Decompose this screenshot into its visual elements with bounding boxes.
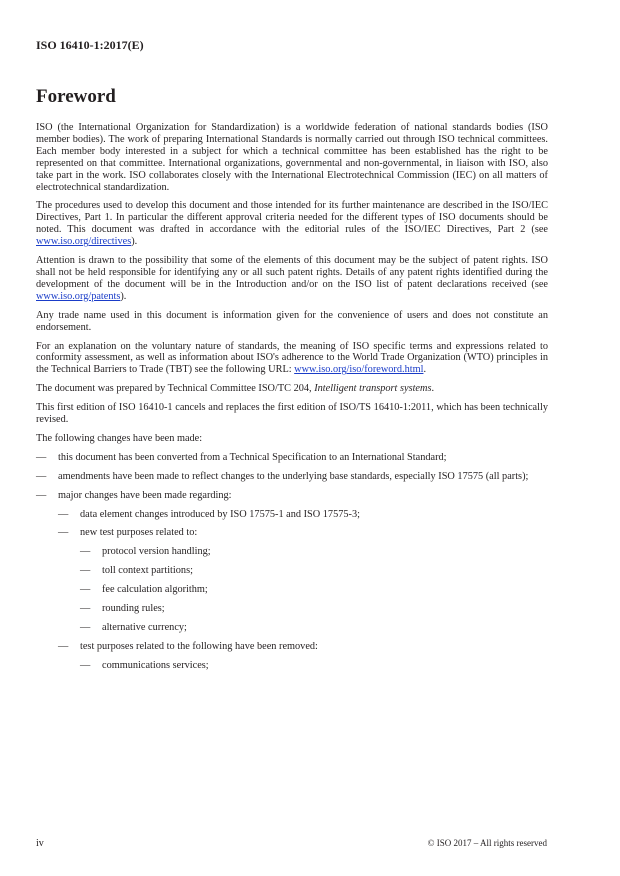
paragraph-iso-intro: ISO (the International Organization for Standardization) is a worldwide federation of national standards bodies (ISO member bodies). The work of preparing International Standards is normally carried out through ISO technical committees. Each member body interested in a subject for which a technical committee has been established has the right to be represented on that committee. International organizations, governmental and non-governmental, in liaison with ISO, also take part in the work. ISO collaborates closely with the International Electrotechnical Commission (IEC) on all matters of electrotechnical standardization. (36, 122, 548, 193)
list-item (36, 471, 548, 483)
list-text: test purposes related to the following have been removed: (80, 640, 318, 652)
dash: — (58, 640, 69, 652)
list-item (36, 509, 548, 521)
list-item (36, 565, 548, 577)
list-text: rounding rules; (102, 603, 165, 615)
list-text: communications services; (102, 659, 209, 671)
dash: — (80, 584, 91, 596)
list-text: alternative currency; (102, 622, 187, 633)
text: . (431, 383, 435, 395)
dash: — (80, 546, 91, 558)
list-item (36, 660, 548, 672)
page-title: Foreword (36, 86, 116, 107)
dash: — (36, 470, 47, 482)
paragraph-trade-name: Any trade name used in this document is information given for the convenience of users and does not constitute an endorsement. (36, 309, 548, 333)
list-item (36, 641, 548, 653)
list-text: protocol version handling; (102, 546, 211, 558)
list-item (36, 622, 548, 634)
dash: — (36, 451, 47, 463)
list-text: this document has been converted from a Technical Specification to an International Standard; (58, 451, 447, 463)
copyright-notice: © ISO 2017 – All rights reserved (427, 838, 547, 848)
patents-link[interactable]: www.iso.org/patents (36, 290, 121, 302)
list-text: major changes have been made regarding: (58, 489, 232, 501)
dash: — (36, 489, 47, 501)
text: . (423, 364, 427, 376)
foreword-body (36, 122, 548, 679)
list-text: toll context partitions; (102, 565, 193, 577)
document-id-header: ISO 16410-1:2017(E) (36, 38, 144, 52)
paragraph-procedures (36, 200, 548, 248)
paragraph-patents (36, 255, 548, 303)
dash: — (58, 527, 69, 539)
text: For an explanation on the voluntary nature of standards, the meaning of ISO specific terms and expressions related to conformity assessment, as well as information about ISO's adherence to the World Trade Organization (WTO) principles in the Technical Barriers to Trade (TBT) see the following URL: (36, 340, 548, 376)
dash: — (80, 565, 91, 577)
text: ). (131, 236, 138, 248)
list-text: data element changes introduced by ISO 17575-1 and ISO 17575-3; (80, 508, 360, 520)
list-item (36, 546, 548, 558)
directives-link[interactable]: www.iso.org/directives (36, 236, 132, 248)
foreword-link[interactable]: www.iso.org/iso/foreword.html (294, 364, 424, 376)
dash: — (80, 659, 91, 671)
dash: — (80, 622, 91, 633)
list-item (36, 527, 548, 539)
list-text: fee calculation algorithm; (102, 584, 208, 596)
list-item (36, 584, 548, 596)
list-item (36, 490, 548, 502)
paragraph-committee (36, 383, 548, 395)
list-item (36, 452, 548, 464)
text: The procedures used to develop this document and those intended for its further maintenance are described in the ISO/IEC Directives, Part 1. In particular the different approval criteria needed for the different types of ISO documents should be noted. This document was drafted in accordance with the editorial rules of the ISO/IEC Directives, Part 2 (see (36, 200, 548, 236)
page-number: iv (36, 838, 44, 849)
paragraph-edition: This first edition of ISO 16410-1 cancels and replaces the first edition of ISO/TS 16410-1:2011, which has been technically revised. (36, 402, 548, 426)
text: ). (120, 290, 127, 302)
dash: — (58, 508, 69, 520)
list-item (36, 603, 548, 615)
paragraph-voluntary (36, 341, 548, 377)
committee-name: Intelligent transport systems (314, 383, 432, 395)
dash: — (80, 603, 91, 615)
text: The document was prepared by Technical Committee ISO/TC 204, (36, 383, 315, 395)
list-text: amendments have been made to reflect changes to the underlying base standards, especially ISO 17575 (all parts); (58, 470, 529, 482)
paragraph-changes-intro: The following changes have been made: (36, 432, 203, 444)
list-text: new test purposes related to: (80, 527, 198, 539)
text: Attention is drawn to the possibility that some of the elements of this document may be the subject of patent rights. ISO shall not be held responsible for identifying any or all such patent rights. Details of any patent rights identified during the development of the document will be in the Introduction and/or on the ISO list of patent declarations received (see (36, 255, 548, 290)
